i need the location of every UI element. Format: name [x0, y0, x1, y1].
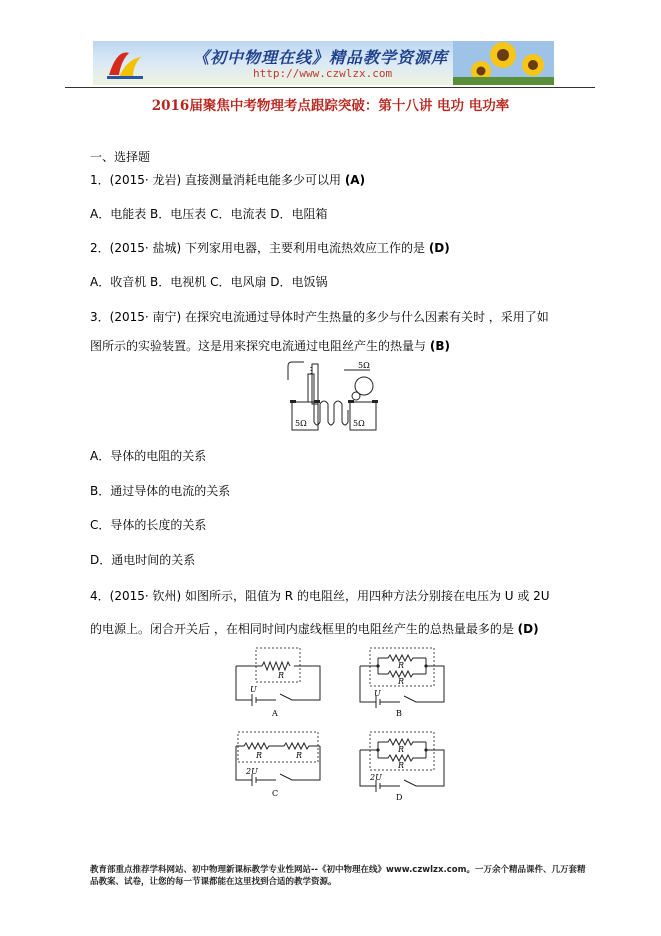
- header-rule: [65, 87, 595, 88]
- question-4-stem: 的电源上。闭合开关后 ，在相同时间内虚线框里的电阻丝产生的总热量最多的是: [90, 622, 514, 636]
- circuit-a-resistor-label: R: [278, 671, 285, 680]
- banner-url[interactable]: http://www.czwlzx.com: [253, 67, 393, 80]
- section-heading: 一、选择题: [90, 150, 151, 164]
- sunflower-icon: [453, 41, 554, 85]
- question-4-line1: 4．(2015· 钦州) 如图所示，阻值为 R 的电阻丝，用四种方法分别接在电压为 U 或 2U: [90, 589, 550, 603]
- question-1-options: A．电能表 B．电压表 C．电流表 D．电阻箱: [90, 207, 328, 221]
- circuit-c: [232, 730, 324, 802]
- circuit-c-label: C: [272, 789, 279, 798]
- circuit-b-label: B: [396, 709, 402, 718]
- question-1-stem: 1．(2015· 龙岩) 直接测量消耗电能多少可以用: [90, 173, 341, 187]
- q3-label-left: 5Ω: [295, 419, 307, 428]
- question-3-answer: (B): [429, 339, 450, 353]
- question-4-line2: [90, 621, 539, 637]
- circuit-b-resistor-label-2: R: [398, 677, 405, 686]
- circuit-d-label: D: [396, 793, 403, 802]
- q3-apparatus-figure: [284, 360, 384, 432]
- circuit-c-voltage: 2U: [246, 767, 258, 776]
- circuit-b-voltage: U: [374, 689, 381, 698]
- question-4-answer: (D): [517, 622, 539, 636]
- circuit-c-resistor-label-2: R: [296, 751, 303, 760]
- question-3-line2: [90, 338, 450, 354]
- question-2-answer: (D): [428, 241, 450, 255]
- circuit-b-resistor-label-1: R: [398, 661, 405, 670]
- circuit-d-voltage: 2U: [370, 773, 382, 782]
- question-3-option-d: D．通电时间的关系: [90, 553, 196, 567]
- q3-label-right: 5Ω: [353, 419, 365, 428]
- question-2: [90, 240, 450, 256]
- site-logo-icon: [103, 45, 147, 81]
- circuit-d: [356, 730, 448, 802]
- question-2-options: A．收音机 B．电视机 C．电风扇 D．电饭锅: [90, 275, 328, 289]
- circuit-d-resistor-label-2: R: [398, 761, 405, 770]
- question-3-option-c: C．导体的长度的关系: [90, 518, 207, 532]
- circuit-a-voltage: U: [250, 685, 257, 694]
- circuit-a: [232, 646, 324, 718]
- question-3-option-a: A．导体的电阻的关系: [90, 449, 207, 463]
- question-1: [90, 172, 365, 188]
- question-3-stem: 图所示的实验装置。这是用来探究电流通过电阻丝产生的热量与: [90, 339, 427, 353]
- question-3-option-b: B．通过导体的电流的关系: [90, 484, 231, 498]
- question-2-stem: 2．(2015· 盐城) 下列家用电器，主要利用电流热效应工作的是: [90, 241, 425, 255]
- footer-note: 教育部重点推荐学科网站、初中物理新课标教学专业性网站--《初中物理在线》www.czwlzx.com。一万余个精品课件、几万套精品教案、试卷，让您的每一节课都能在这里找到合适的教学资源。: [90, 865, 586, 887]
- circuit-b: [356, 646, 448, 718]
- circuit-c-resistor-label-1: R: [256, 751, 263, 760]
- question-1-answer: (A): [344, 173, 366, 187]
- q3-label-top: 5Ω: [358, 361, 370, 370]
- question-3-line1: 3．(2015· 南宁) 在探究电流通过导体时产生热量的多少与什么因素有关时 ，采用了如: [90, 310, 549, 324]
- circuit-d-resistor-label-1: R: [398, 745, 405, 754]
- circuit-a-label: A: [272, 709, 278, 718]
- header-banner: [93, 41, 554, 85]
- document-title: 2016届聚焦中考物理考点跟踪突破：第十八讲 电功 电功率: [151, 98, 510, 114]
- banner-title: 《初中物理在线》精品教学资源库: [193, 48, 449, 67]
